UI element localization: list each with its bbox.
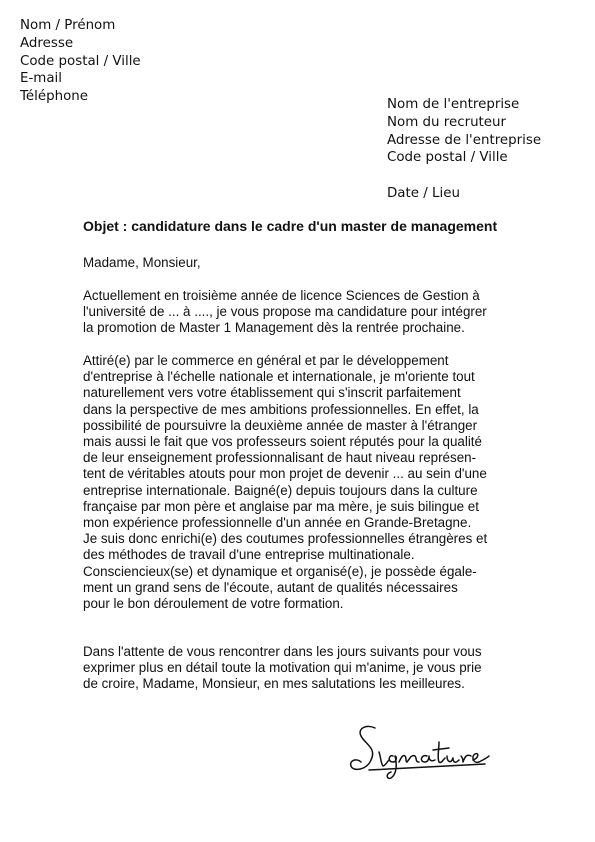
paragraph-line: des méthodes de travail d'une entreprise multinationale. — [83, 547, 415, 563]
paragraph-line: de croire, Madame, Monsieur, en mes salutations les meilleures. — [83, 676, 465, 692]
paragraph-line: française par mon père et anglaise par ma mère, je suis bilingue et — [83, 498, 479, 514]
paragraph-line: Consciencieux(se) et dynamique et organisé(e), je possède égale- — [83, 563, 477, 579]
sender-name: Nom / Prénom — [20, 18, 116, 33]
recipient-recruiter: Nom du recruteur — [387, 114, 507, 130]
paragraph-line: mais aussi le fait que vos professeurs soient réputés pour la qualité — [83, 434, 482, 450]
sender-phone: Téléphone — [20, 89, 89, 105]
paragraph-line: Attiré(e) par le commerce en général et par le développement — [83, 353, 449, 368]
paragraph-line: mon expérience professionnelle d'un année en Grande-Bretagne. — [83, 515, 472, 531]
paragraph-line: tent de véritables atouts pour mon projet de devenir ... au sein d'une — [83, 466, 487, 482]
paragraph-line: la promotion de Master 1 Management dès la rentrée prochaine. — [83, 320, 465, 336]
paragraph-line: Je suis donc enrichi(e) des coutumes professionnelles étrangères et — [83, 531, 488, 547]
paragraph-line: naturellement vers votre établissement qui s'inscrit parfaitement — [83, 385, 461, 401]
paragraph-line: Actuellement en troisième année de licence Sciences de Gestion à — [83, 288, 480, 303]
paragraph-line: pour le bon déroulement de votre formation. — [83, 596, 344, 612]
paragraph-line: ment un grand sens de l'écoute, autant de qualités nécessaires — [83, 579, 458, 595]
paragraph-line: possibilité de poursuivre la deuxième année de master à l'étranger — [83, 417, 478, 433]
date-place: Date / Lieu — [387, 186, 460, 201]
salutation: Madame, Monsieur, — [83, 255, 201, 270]
paragraph-line: l'université de ... à ...., je vous propose ma candidature pour intégrer — [83, 304, 487, 320]
signature-image — [345, 722, 495, 782]
sender-email: E-mail — [20, 71, 62, 87]
paragraph-line: de leur enseignement professionnalisant de haut niveau représen- — [83, 450, 477, 466]
paragraph-intro — [83, 288, 487, 337]
paragraph-motivation — [83, 353, 487, 612]
sender-block — [20, 17, 141, 106]
recipient-address: Adresse de l'entreprise — [387, 132, 542, 148]
paragraph-line: d'entreprise à l'échelle nationale et internationale, je m'oriente tout — [83, 369, 475, 385]
recipient-postal-city: Code postal / Ville — [387, 150, 508, 166]
paragraph-line: Dans l'attente de vous rencontrer dans les jours suivants pour vous — [83, 644, 482, 659]
recipient-block — [387, 96, 541, 167]
paragraph-line: exprimer plus en détail toute la motivation qui m'anime, je vous prie — [83, 660, 482, 676]
paragraph-line: dans la perspective de mes ambitions professionnelles. En effet, la — [83, 401, 479, 417]
subject-line: Objet : candidature dans le cadre d'un master de management — [83, 218, 498, 234]
paragraph-line: entreprise internationale. Baigné(e) depuis toujours dans la culture — [83, 482, 478, 498]
recipient-company: Nom de l'entreprise — [387, 97, 520, 112]
paragraph-closing — [83, 644, 482, 693]
sender-address: Adresse — [20, 35, 74, 51]
sender-postal-city: Code postal / Ville — [20, 53, 141, 69]
